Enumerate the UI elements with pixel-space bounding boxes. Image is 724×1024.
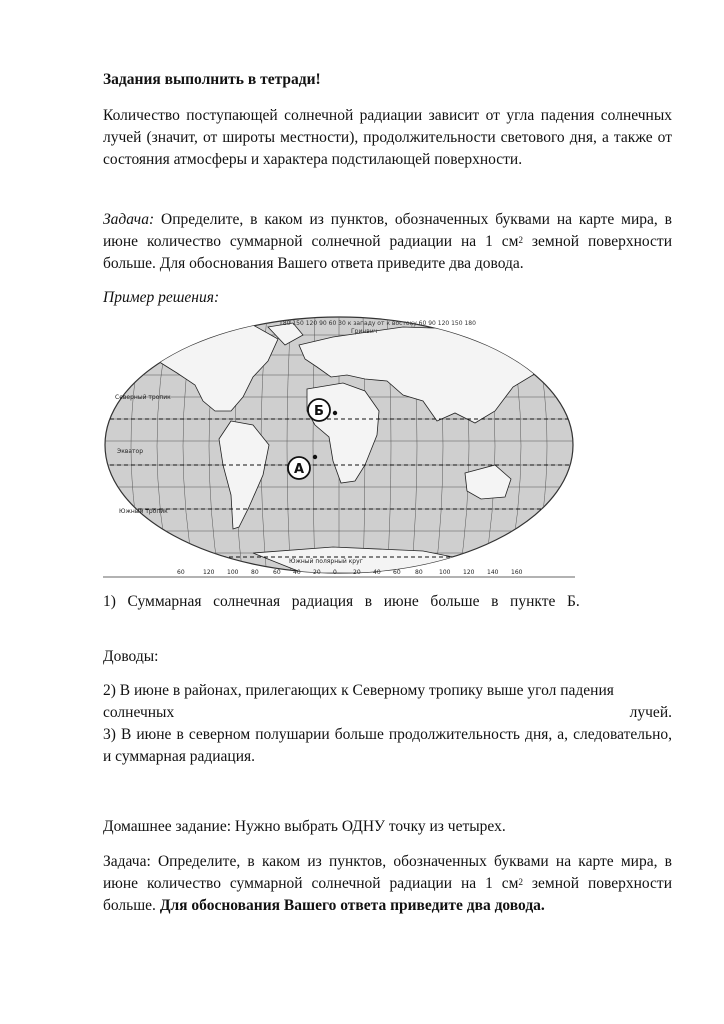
map-south-circle-label: Южный полярный круг [289,558,363,565]
svg-text:20: 20 [313,569,321,576]
svg-text:80: 80 [251,569,259,576]
map-equator-label: Экватор [117,448,144,455]
map-greenwich-label: Гринвич [351,328,378,335]
intro-paragraph: Количество поступающей солнечной радиации зависит от угла падения солнечных лучей (значит, от широты местности), продолжительности светового дня, а также от состояния атмосферы и характера подстилающей поверхности. [103,107,672,168]
reason-2-word2: лучей. [629,704,672,721]
map-north-tropic-label: Северный тропик [115,394,171,401]
homework-line: Домашнее задание: Нужно выбрать ОДНУ точку из четырех. [103,818,506,835]
task1-text-b: земной поверхности больше. Для обоснования Вашего ответа приведите два довода. [103,233,672,272]
reason-2-line2 [103,702,672,724]
task1-paragraph [103,209,672,275]
svg-text:120: 120 [463,569,475,576]
svg-text:140: 140 [487,569,499,576]
svg-text:0: 0 [333,569,337,576]
reasons-label: Доводы: [103,648,159,665]
answer-1: 1) Суммарная солнечная радиация в июне больше в пункте Б. [103,593,580,610]
svg-text:Б: Б [314,404,324,419]
reason-2-line1: 2) В июне в районах, прилегающих к Северному тропику выше угол падения [103,682,614,699]
svg-text:160: 160 [511,569,523,576]
heading: Задания выполнить в тетради! [103,71,321,88]
task1-label: Задача: [103,211,155,228]
reason-2-word1: солнечных [103,704,175,721]
svg-text:20: 20 [353,569,361,576]
task1-text-a: Определите, в каком из пунктов, обозначенных буквами на карте мира, в июне количество суммарной солнечной радиации на 1 см [103,211,672,250]
svg-text:100: 100 [227,569,239,576]
svg-text:40: 40 [373,569,381,576]
svg-text:А: А [293,462,305,477]
svg-text:120: 120 [203,569,215,576]
example-label: Пример решения: [103,289,220,306]
world-map [103,315,575,579]
task2-paragraph [103,851,672,917]
svg-text:60: 60 [273,569,281,576]
reason-3: 3) В июне в северном полушарии больше продолжительность дня, а, следовательно, и суммарная радиация. [103,726,672,765]
svg-text:60: 60 [393,569,401,576]
task2-bold: Для обоснования Вашего ответа приведите два довода. [159,897,545,914]
task2-text-a: Задача: Определите, в каком из пунктов, обозначенных буквами на карте мира, в июне количество суммарной солнечной радиации на 1 см [103,853,672,892]
svg-text:100: 100 [439,569,451,576]
task1-sup: 2 [518,235,523,245]
task2-text-b: земной поверхности больше. [103,875,672,914]
map-top-caption: 180 150 120 90 60 30 к западу от к востоку 60 90 120 150 180 [279,320,476,327]
svg-text:60: 60 [177,569,185,576]
svg-text:80: 80 [415,569,423,576]
map-south-tropic-label: Южный тропик [119,508,168,515]
task2-sup: 2 [518,877,523,887]
svg-text:40: 40 [293,569,301,576]
